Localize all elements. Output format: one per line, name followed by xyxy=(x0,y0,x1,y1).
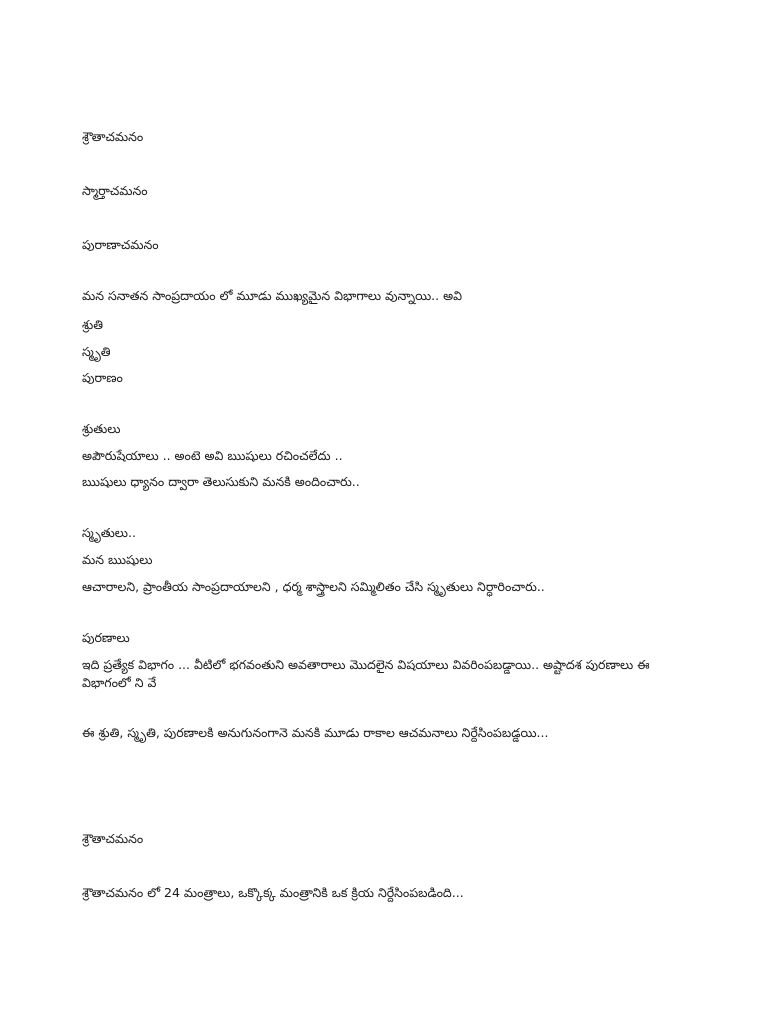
paragraph-achamanalu: ఈ శ్రుతి, స్మృతి, పురణాలకి అనుగునంగానె మనకి మూడు రాకాల ఆచమనాలు నిర్దేసింపబడ్డయి... xyxy=(82,725,549,740)
paragraph-prathyeka-vibhagam: ఇది ప్రత్యేక విభాగం ... వీటిలో భగవంతుని అవతారాలు మొదలైన విషయాలు వివరింపబడ్డాయి.. అష్టాదశ పురణాలు ఈ విభాగంలో ని వే xyxy=(82,657,650,690)
paragraph-24-mantralu: శ్రౌతాచమనం లో 24 మంత్రాలు, ఒక్కొక్క మంత్రానికి ఒక క్రియ నిర్దేసింపబడింది... xyxy=(82,885,464,900)
list-item-smruti: స్మృతి xyxy=(82,344,111,359)
heading-smartachamanam: స్మార్తాచమనం xyxy=(82,183,148,198)
section-heading-srautachamanam: శ్రౌతాచమనం xyxy=(82,831,144,846)
paragraph-mana-rushulu: మన ఋషులు xyxy=(82,552,153,567)
list-item-puranam: పురాణం xyxy=(82,370,123,385)
list-item-sruti: శ్రుతి xyxy=(82,317,103,332)
paragraph-apaurusheyalu: అపౌరుషేయాలు .. అంటె అవి ఋషులు రచించలేదు .. xyxy=(82,448,343,463)
paragraph-dhyanam: ఋషులు ధ్యానం ద్వారా తెలుసుకుని మనకి అందించారు.. xyxy=(82,474,360,489)
heading-srautachamanam: శ్రౌతాచమనం xyxy=(82,129,144,144)
section-heading-puranalu: పురణాలు xyxy=(82,630,130,645)
section-heading-smrutulu: స్మృతులు.. xyxy=(82,525,136,540)
paragraph-acharalani: ఆచారాలని, ప్రాంతీయ సాంప్రదాయాలని , ధర్మ శాస్త్రాలని సమ్మిలితం చేసి స్మృతులు నిర్ధారించారు.. xyxy=(82,579,545,594)
paragraph-intro: మన సనాతన సాంప్రదాయం లో మూడు ముఖ్యమైన విభాగాలు వున్నాయి.. అవి xyxy=(82,288,462,303)
heading-puranachamanam: పురాణాచమనం xyxy=(82,237,159,252)
section-heading-srutulu: శ్రుతులు xyxy=(82,421,121,436)
